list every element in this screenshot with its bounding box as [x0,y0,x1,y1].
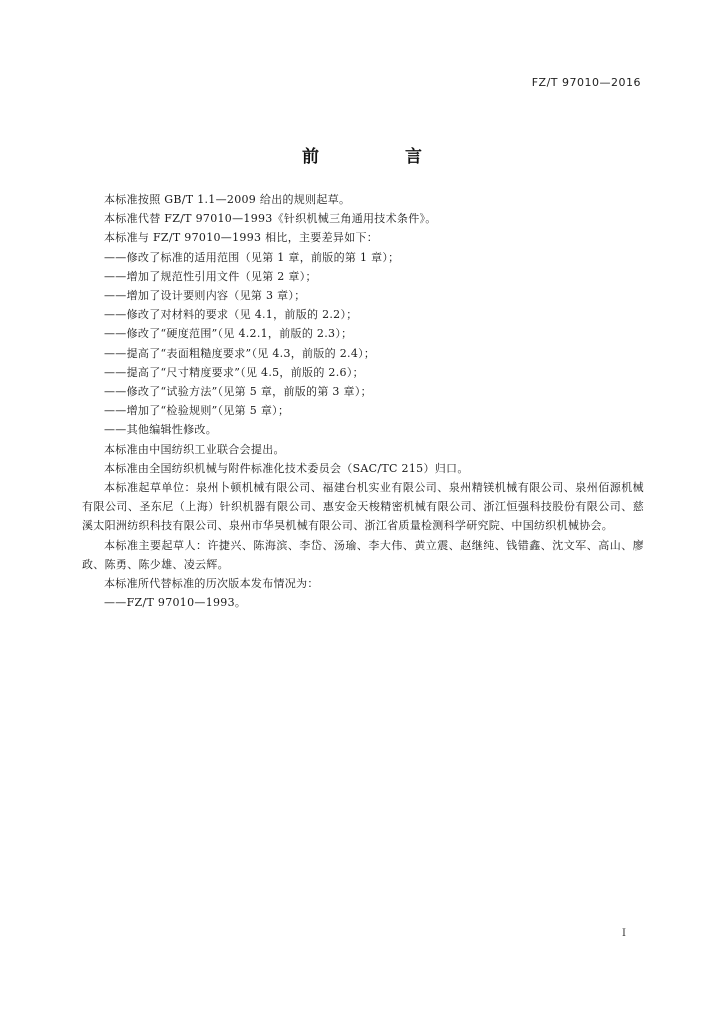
page-title: 前 言 [302,147,462,167]
change-item: ——修改了“试验方法”（见第 5 章，前版的第 3 章）； [104,385,372,399]
change-item: ——修改了标准的适用范围（见第 1 章，前版的第 1 章）； [104,250,400,264]
change-item: ——提高了“表面粗糙度要求”（见 4.3，前版的 2.4）； [104,346,376,360]
foreword-body [82,190,644,612]
change-item: ——其他编辑性修改。 [104,423,217,437]
version-item: ——FZ/T 97010—1993。 [104,596,247,610]
drafting-units: 本标准起草单位：泉州卜顿机械有限公司、福建台机实业有限公司、泉州精镁机械有限公司、泉州佰源机械有限公司、圣东尼（上海）针织机器有限公司、惠安金天梭精密机械有限公司、浙江恒强科技股份有限公司、慈溪太阳洲纺织科技有限公司、泉州市华昊机械有限公司、浙江省质量检测科学研究院、中国纺织机械协会。 [82,481,644,533]
paragraph: 本标准按照 GB/T 1.1—2009 给出的规则起草。 [104,193,351,206]
paragraph: 本标准与 FZ/T 97010—1993 相比，主要差异如下： [104,231,379,245]
change-item: ——增加了设计要则内容（见第 3 章）； [104,289,306,303]
drafters: 本标准主要起草人：许捷兴、陈海滨、李岱、汤瑜、李大伟、黄立震、赵继纯、钱错鑫、沈文军、高山、廖政、陈勇、陈少雄、凌云辉。 [82,538,644,571]
standard-code: FZ/T 97010—2016 [531,76,641,89]
change-item: ——增加了规范性引用文件（见第 2 章）； [104,269,317,283]
paragraph: 本标准由全国纺织机械与附件标准化技术委员会（SAC/TC 215）归口。 [104,461,469,475]
change-item: ——提高了“尺寸精度要求”（见 4.5，前版的 2.6）； [104,365,364,379]
paragraph: 本标准由中国纺织工业联合会提出。 [104,442,285,456]
paragraph: 本标准代替 FZ/T 97010—1993《针织机械三角通用技术条件》。 [104,212,437,226]
change-item: ——修改了“硬度范围”（见 4.2.1，前版的 2.3）； [104,327,353,341]
change-item: ——修改了对材料的要求（见 4.1，前版的 2.2）； [104,308,358,322]
page-number: I [622,928,626,939]
change-item: ——增加了“检验规则”（见第 5 章）； [104,404,290,418]
paragraph: 本标准所代替标准的历次版本发布情况为： [104,577,319,591]
